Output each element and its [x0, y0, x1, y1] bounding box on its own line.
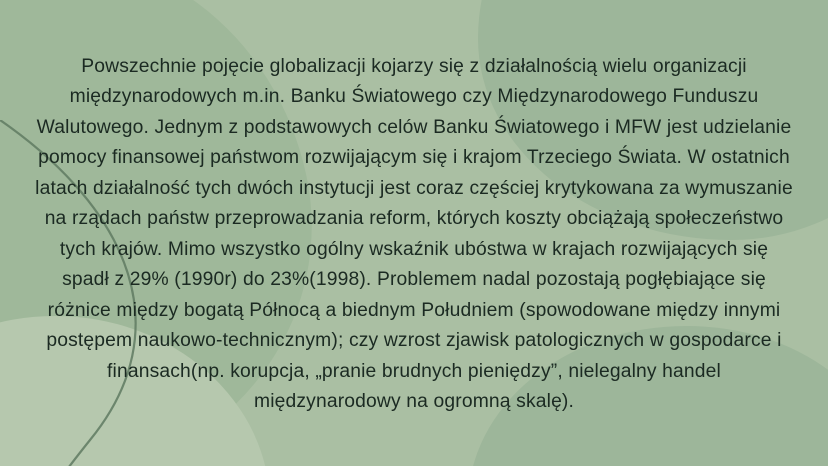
slide-body-text: Powszechnie pojęcie globalizacji kojarzy się z działalnością wielu organizacji międzynarodowych m.in. Banku Światowego czy Międzynarodowego Funduszu Walutowego. Jednym z podstawowych celów Banku Światowego i MFW jest udzielanie pomocy finansowej państwom rozwijającym się i krajom Trzeciego Świata. W ostatnich latach działalność tych dwóch instytucji jest coraz częściej krytykowana za wymuszanie na rządach państw przeprowadzania reform, których koszty obciążają społeczeństwo tych krajów. Mimo wszystko ogólny wskaźnik ubóstwa w krajach rozwijających się spadł z 29% (1990r) do 23%(1998). Problemem nadal pozostają pogłębiające się różnice między bogatą Północą a biednym Południem (spowodowane między innymi postępem naukowo-technicznym); czy wzrost zjawisk patologicznych w gospodarce i finansach(np. korupcja, „pranie brudnych pieniędzy”, nielegalny handel międzynarodowy na ogromną skalę).	[35, 56, 799, 413]
